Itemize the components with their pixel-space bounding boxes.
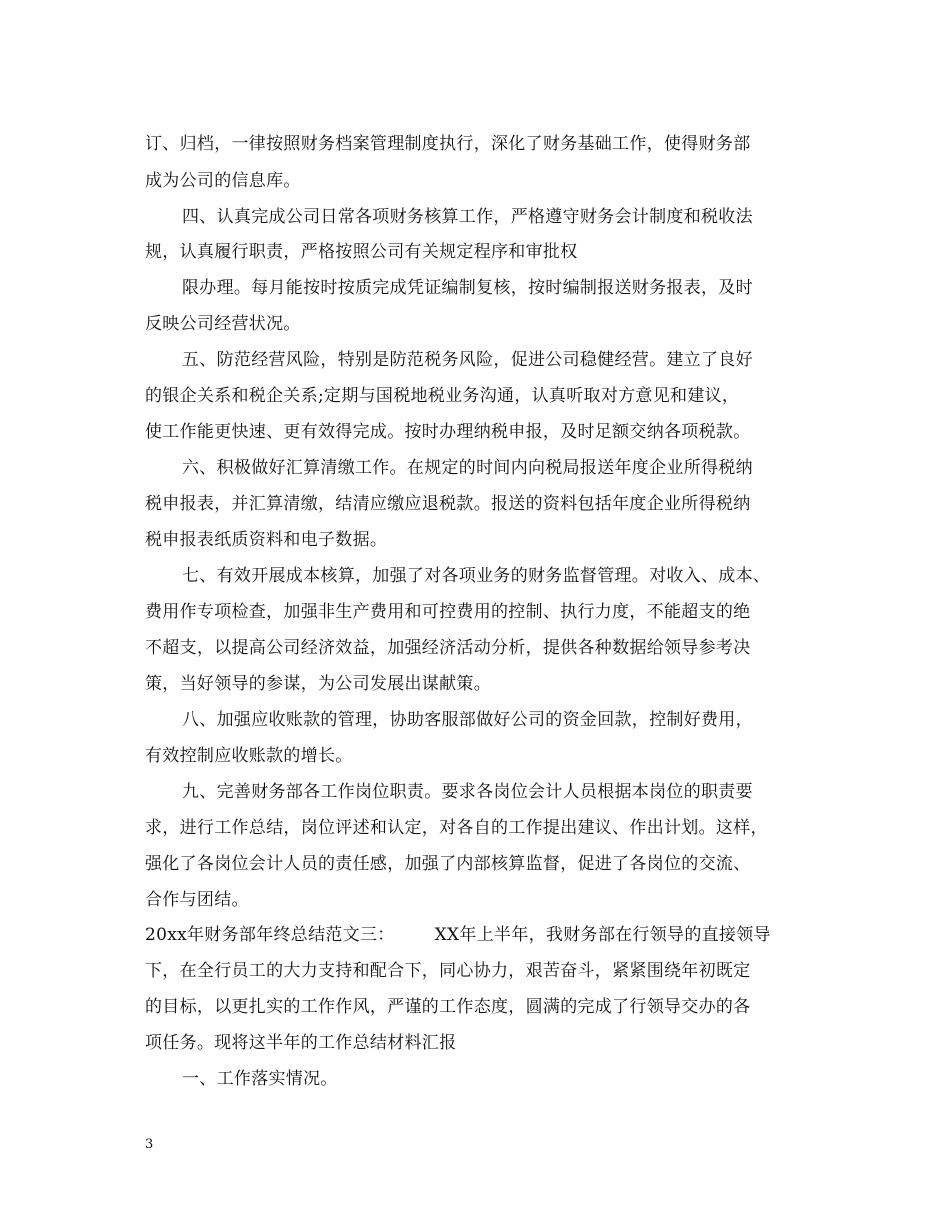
section-heading-line: [145, 923, 771, 947]
section-intro: XX年上半年，我财务部在行领导的直接领导: [434, 925, 771, 945]
text-line: 九、完善财务部各工作岗位职责。要求各岗位会计人员根据本岗位的职责要: [182, 782, 753, 802]
text-line: 合作与团结。: [145, 890, 249, 910]
text-line: 订、归档，一律按照财务档案管理制度执行，深化了财务基础工作，使得财务部: [145, 134, 751, 154]
text-line: 四、认真完成公司日常各项财务核算工作，严格遵守财务会计制度和税收法: [182, 207, 753, 227]
section-title: 20xx年财务部年终总结范文三：: [145, 925, 395, 945]
text-line: 反映公司经营状况。: [145, 314, 301, 334]
text-line: 求，进行工作总结，岗位评述和认定，对各自的工作提出建议、作出计划。这样，: [145, 818, 768, 838]
text-line: 成为公司的信息库。: [145, 171, 301, 191]
text-line: 税申报表纸质资料和电子数据。: [145, 530, 388, 550]
text-line: 策，当好领导的参谋，为公司发展出谋献策。: [145, 674, 491, 694]
text-line: 费用作专项检查，加强非生产费用和可控费用的控制、执行力度，不能超支的绝: [145, 602, 751, 622]
text-line: 使工作能更快速、更有效得完成。按时办理纳税申报，及时足额交纳各项税款。: [145, 422, 751, 442]
text-line: 六、积极做好汇算清缴工作。在规定的时间内向税局报送年度企业所得税纳: [182, 458, 753, 478]
text-line: 的目标，以更扎实的工作作风，严谨的工作态度，圆满的完成了行领导交办的各: [145, 997, 751, 1017]
text-line: 项任务。现将这半年的工作总结材料汇报: [145, 1033, 457, 1053]
text-line: 五、防范经营风险，特别是防范税务风险，促进公司稳健经营。建立了良好: [182, 350, 753, 370]
text-line: 的银企关系和税企关系;定期与国税地税业务沟通，认真听取对方意见和建议，: [145, 386, 740, 406]
text-line: 有效控制应收账款的增长。: [145, 746, 353, 766]
text-line: 七、有效开展成本核算，加强了对各项业务的财务监督管理。对收入、成本、: [182, 566, 771, 586]
text-line: 税申报表，并汇算清缴，结清应缴应退税款。报送的资料包括年度企业所得税纳: [145, 494, 751, 514]
text-line: 不超支，以提高公司经济效益，加强经济活动分析，提供各种数据给领导参考决: [145, 638, 751, 658]
text-line: 一、工作落实情况。: [182, 1069, 338, 1089]
text-line: 规，认真履行职责，严格按照公司有关规定程序和审批权: [145, 242, 578, 262]
text-line: 下，在全行员工的大力支持和配合下，同心协力，艰苦奋斗，紧紧围绕年初既定: [145, 961, 751, 981]
text-line: 强化了各岗位会计人员的责任感，加强了内部核算监督，促进了各岗位的交流、: [145, 854, 751, 874]
text-line: 八、加强应收账款的管理，协助客服部做好公司的资金回款，控制好费用，: [182, 710, 753, 730]
text-line: 限办理。每月能按时按质完成凭证编制复核，按时编制报送财务报表，及时: [182, 278, 753, 298]
page-number: 3: [145, 1137, 154, 1152]
